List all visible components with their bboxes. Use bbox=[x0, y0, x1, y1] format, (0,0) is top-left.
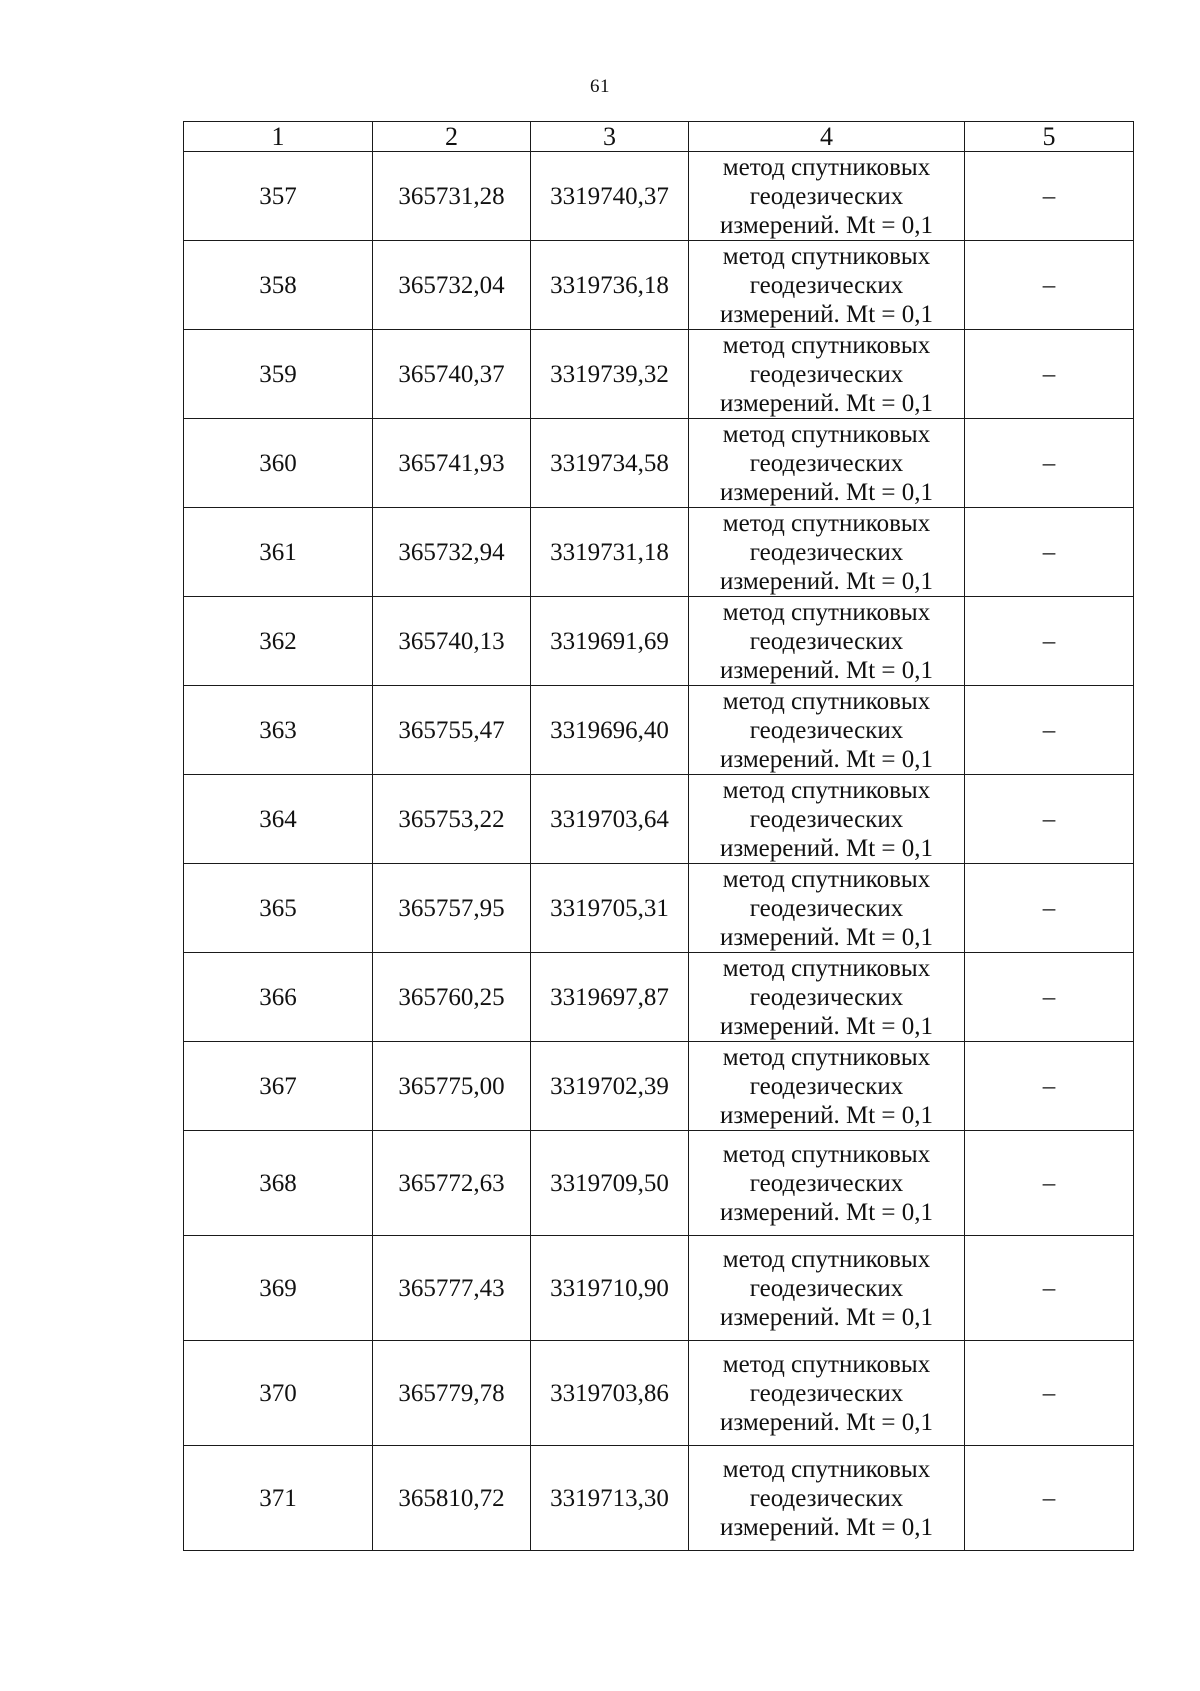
header-col-4: 4 bbox=[689, 122, 965, 152]
x-coordinate-cell: 365741,93 bbox=[373, 419, 531, 508]
method-line: метод спутниковых bbox=[722, 420, 931, 448]
point-number-cell: 371 bbox=[184, 1446, 373, 1551]
method-line: измерений. Mt = 0,1 bbox=[719, 834, 934, 862]
note-cell: – bbox=[965, 686, 1134, 775]
method-cell bbox=[689, 953, 965, 1042]
y-coordinate-cell: 3319709,50 bbox=[531, 1131, 689, 1236]
method-line: метод спутниковых bbox=[722, 1455, 931, 1483]
page-number: 61 bbox=[590, 76, 610, 97]
x-coordinate-cell: 365757,95 bbox=[373, 864, 531, 953]
note-cell: – bbox=[965, 508, 1134, 597]
y-coordinate-cell: 3319713,30 bbox=[531, 1446, 689, 1551]
header-col-3: 3 bbox=[531, 122, 689, 152]
method-line: геодезических bbox=[749, 627, 904, 655]
point-number-cell: 365 bbox=[184, 864, 373, 953]
method-line: метод спутниковых bbox=[722, 954, 931, 982]
table-row bbox=[184, 1446, 1134, 1551]
method-line: измерений. Mt = 0,1 bbox=[719, 1101, 934, 1129]
method-line: метод спутниковых bbox=[722, 1245, 931, 1273]
method-cell bbox=[689, 1042, 965, 1131]
note-cell: – bbox=[965, 775, 1134, 864]
y-coordinate-cell: 3319734,58 bbox=[531, 419, 689, 508]
method-line: метод спутниковых bbox=[722, 509, 931, 537]
method-line: метод спутниковых bbox=[722, 153, 931, 181]
y-coordinate-cell: 3319736,18 bbox=[531, 241, 689, 330]
method-line: геодезических bbox=[749, 894, 904, 922]
point-number-cell: 366 bbox=[184, 953, 373, 1042]
coordinates-table bbox=[183, 121, 1134, 1551]
y-coordinate-cell: 3319703,64 bbox=[531, 775, 689, 864]
table-row bbox=[184, 775, 1134, 864]
method-cell bbox=[689, 508, 965, 597]
method-line: измерений. Mt = 0,1 bbox=[719, 389, 934, 417]
method-cell bbox=[689, 1341, 965, 1446]
method-line: геодезических bbox=[749, 538, 904, 566]
header-row bbox=[184, 122, 1134, 152]
method-line: измерений. Mt = 0,1 bbox=[719, 656, 934, 684]
x-coordinate-cell: 365732,94 bbox=[373, 508, 531, 597]
method-line: метод спутниковых bbox=[722, 242, 931, 270]
x-coordinate-cell: 365740,37 bbox=[373, 330, 531, 419]
x-coordinate-cell: 365760,25 bbox=[373, 953, 531, 1042]
method-line: метод спутниковых bbox=[722, 1140, 931, 1168]
x-coordinate-cell: 365732,04 bbox=[373, 241, 531, 330]
method-cell bbox=[689, 330, 965, 419]
header-col-5: 5 bbox=[965, 122, 1134, 152]
point-number-cell: 357 bbox=[184, 152, 373, 241]
point-number-cell: 360 bbox=[184, 419, 373, 508]
method-line: геодезических bbox=[749, 1169, 904, 1197]
method-line: геодезических bbox=[749, 1379, 904, 1407]
method-line: метод спутниковых bbox=[722, 1350, 931, 1378]
method-line: геодезических bbox=[749, 360, 904, 388]
x-coordinate-cell: 365753,22 bbox=[373, 775, 531, 864]
method-line: геодезических bbox=[749, 271, 904, 299]
table-header bbox=[184, 122, 1134, 152]
method-line: метод спутниковых bbox=[722, 1043, 931, 1071]
x-coordinate-cell: 365772,63 bbox=[373, 1131, 531, 1236]
x-coordinate-cell: 365755,47 bbox=[373, 686, 531, 775]
point-number-cell: 368 bbox=[184, 1131, 373, 1236]
note-cell: – bbox=[965, 953, 1134, 1042]
x-coordinate-cell: 365731,28 bbox=[373, 152, 531, 241]
method-cell bbox=[689, 597, 965, 686]
method-cell bbox=[689, 241, 965, 330]
method-cell bbox=[689, 686, 965, 775]
table-row bbox=[184, 1341, 1134, 1446]
table-row bbox=[184, 419, 1134, 508]
note-cell: – bbox=[965, 1446, 1134, 1551]
note-cell: – bbox=[965, 1236, 1134, 1341]
method-line: измерений. Mt = 0,1 bbox=[719, 1012, 934, 1040]
method-line: геодезических bbox=[749, 716, 904, 744]
table-row bbox=[184, 330, 1134, 419]
method-line: метод спутниковых bbox=[722, 865, 931, 893]
table-body bbox=[184, 152, 1134, 1551]
method-line: метод спутниковых bbox=[722, 687, 931, 715]
note-cell: – bbox=[965, 241, 1134, 330]
point-number-cell: 367 bbox=[184, 1042, 373, 1131]
table-row bbox=[184, 241, 1134, 330]
y-coordinate-cell: 3319740,37 bbox=[531, 152, 689, 241]
method-cell bbox=[689, 1131, 965, 1236]
table-row bbox=[184, 686, 1134, 775]
table-row bbox=[184, 1042, 1134, 1131]
header-col-1: 1 bbox=[184, 122, 373, 152]
y-coordinate-cell: 3319697,87 bbox=[531, 953, 689, 1042]
method-cell bbox=[689, 1236, 965, 1341]
method-line: измерений. Mt = 0,1 bbox=[719, 567, 934, 595]
table-row bbox=[184, 1236, 1134, 1341]
method-line: измерений. Mt = 0,1 bbox=[719, 1408, 934, 1436]
y-coordinate-cell: 3319703,86 bbox=[531, 1341, 689, 1446]
method-line: метод спутниковых bbox=[722, 598, 931, 626]
method-line: геодезических bbox=[749, 983, 904, 1011]
point-number-cell: 358 bbox=[184, 241, 373, 330]
method-line: измерений. Mt = 0,1 bbox=[719, 300, 934, 328]
note-cell: – bbox=[965, 330, 1134, 419]
method-line: измерений. Mt = 0,1 bbox=[719, 1198, 934, 1226]
point-number-cell: 362 bbox=[184, 597, 373, 686]
method-line: геодезических bbox=[749, 449, 904, 477]
point-number-cell: 364 bbox=[184, 775, 373, 864]
method-line: геодезических bbox=[749, 1274, 904, 1302]
y-coordinate-cell: 3319731,18 bbox=[531, 508, 689, 597]
method-cell bbox=[689, 152, 965, 241]
x-coordinate-cell: 365740,13 bbox=[373, 597, 531, 686]
y-coordinate-cell: 3319691,69 bbox=[531, 597, 689, 686]
method-cell bbox=[689, 864, 965, 953]
point-number-cell: 369 bbox=[184, 1236, 373, 1341]
header-col-2: 2 bbox=[373, 122, 531, 152]
note-cell: – bbox=[965, 597, 1134, 686]
x-coordinate-cell: 365810,72 bbox=[373, 1446, 531, 1551]
method-line: измерений. Mt = 0,1 bbox=[719, 211, 934, 239]
note-cell: – bbox=[965, 864, 1134, 953]
method-cell bbox=[689, 419, 965, 508]
y-coordinate-cell: 3319739,32 bbox=[531, 330, 689, 419]
table-row bbox=[184, 508, 1134, 597]
y-coordinate-cell: 3319702,39 bbox=[531, 1042, 689, 1131]
note-cell: – bbox=[965, 152, 1134, 241]
point-number-cell: 361 bbox=[184, 508, 373, 597]
point-number-cell: 370 bbox=[184, 1341, 373, 1446]
method-line: геодезических bbox=[749, 1484, 904, 1512]
method-cell bbox=[689, 1446, 965, 1551]
note-cell: – bbox=[965, 1341, 1134, 1446]
table-row bbox=[184, 864, 1134, 953]
note-cell: – bbox=[965, 419, 1134, 508]
y-coordinate-cell: 3319696,40 bbox=[531, 686, 689, 775]
note-cell: – bbox=[965, 1131, 1134, 1236]
method-line: измерений. Mt = 0,1 bbox=[719, 923, 934, 951]
method-line: измерений. Mt = 0,1 bbox=[719, 478, 934, 506]
x-coordinate-cell: 365777,43 bbox=[373, 1236, 531, 1341]
method-line: геодезических bbox=[749, 182, 904, 210]
point-number-cell: 363 bbox=[184, 686, 373, 775]
method-line: измерений. Mt = 0,1 bbox=[719, 745, 934, 773]
y-coordinate-cell: 3319705,31 bbox=[531, 864, 689, 953]
y-coordinate-cell: 3319710,90 bbox=[531, 1236, 689, 1341]
note-cell: – bbox=[965, 1042, 1134, 1131]
table-row bbox=[184, 1131, 1134, 1236]
table-row bbox=[184, 953, 1134, 1042]
method-line: геодезических bbox=[749, 1072, 904, 1100]
x-coordinate-cell: 365779,78 bbox=[373, 1341, 531, 1446]
method-line: измерений. Mt = 0,1 bbox=[719, 1513, 934, 1541]
method-cell bbox=[689, 775, 965, 864]
table-row bbox=[184, 597, 1134, 686]
method-line: геодезических bbox=[749, 805, 904, 833]
table-row bbox=[184, 152, 1134, 241]
method-line: измерений. Mt = 0,1 bbox=[719, 1303, 934, 1331]
method-line: метод спутниковых bbox=[722, 776, 931, 804]
x-coordinate-cell: 365775,00 bbox=[373, 1042, 531, 1131]
method-line: метод спутниковых bbox=[722, 331, 931, 359]
point-number-cell: 359 bbox=[184, 330, 373, 419]
